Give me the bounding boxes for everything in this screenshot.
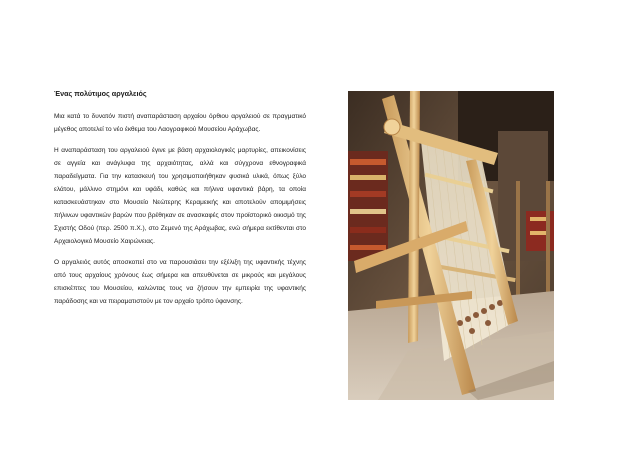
- text-column: [54, 89, 306, 316]
- page-title: Ένας πολύτιμος αργαλειός: [54, 89, 147, 98]
- loom-photo: [348, 91, 554, 400]
- paragraph-construction: Η αναπαράσταση του αργαλειού έγινε με βάση αρχαιολογικές μαρτυρίες, απεικονίσεις σε αγγεία και ανάγλυφα της αρχαιότητας, αλλά και σύγχρονα εθνογραφικά παραδείγματα. Για την κατασκευή του χρησιμοποιήθηκαν φυσικά υλικά, όπως ξύλο ελάτου, μάλλινο στημόνι και υφάδι, καθώς και πήλινα υφαντικά βάρη, τα οποία κατασκευάστηκαν στο Μουσείο Νεώτερης Κεραμεικής και αποτελούν απομιμήσεις πήλινων υφαντικών βαρών που βρέθηκαν σε ανασκαφές στον προϊστορικό οικισμό της Σχιστής Οδού (περ. 2500 π.Χ.), στο Ζεμενό της Αράχωβας, ενώ σήμερα εκτίθενται στο Αρχαιολογικό Μουσείο Χαιρώνειας.: [54, 147, 306, 245]
- paragraph-intro: Μια κατά το δυνατόν πιστή αναπαράσταση αρχαίου όρθιου αργαλειού σε πραγματικό μέγεθος αποτελεί το νέο έκθεμα του Λαογραφικού Μουσείου Αράχωβας.: [54, 113, 306, 133]
- paragraph-purpose: Ο αργαλειός αυτός αποσκοπεί στο να παρουσιάσει την εξέλιξη της υφαντικής τέχνης από τους αρχαίους χρόνους έως σήμερα και απευθύνεται σε μικρούς και μεγάλους επισκέπτες του Μουσείου, καλώντας τους να ζήσουν την εμπειρία της υφαντικής παράδοσης και να πειραματιστούν με τον αρχαίο τρόπο ύφανσης.: [54, 259, 306, 305]
